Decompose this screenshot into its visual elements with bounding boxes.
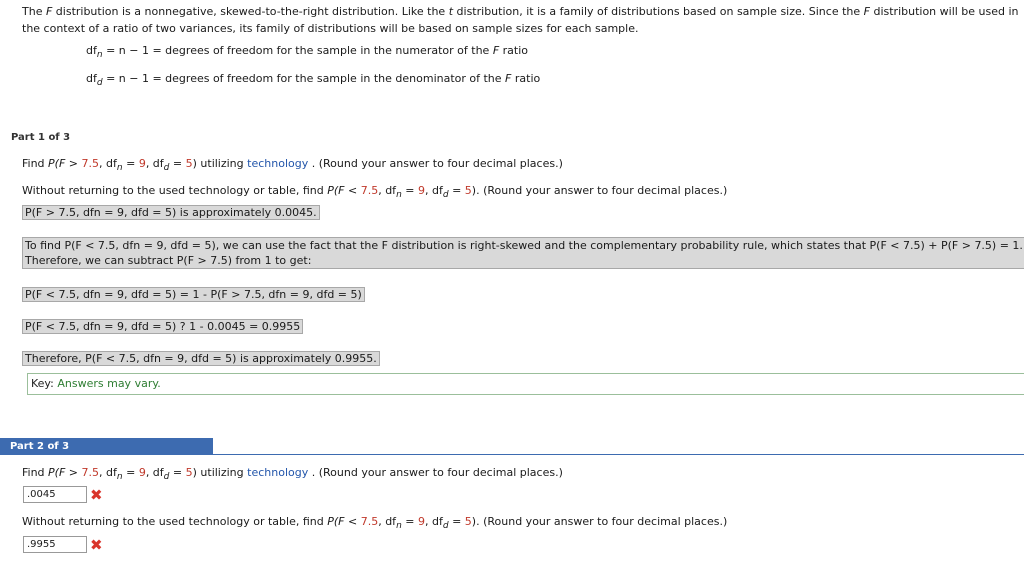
incorrect-icon: ✖ [90, 536, 103, 554]
answer-input-1[interactable]: .0045 [23, 486, 87, 503]
incorrect-icon: ✖ [90, 486, 103, 504]
technology-link-2[interactable]: technology [247, 466, 309, 479]
intro-paragraph: The F distribution is a nonnegative, skewed-to-the-right distribution. Like the t distribution, it is a family of distributions based on sample size. Since the F distribution will be used in the context of a ratio of two variances, its family of distributions will be based on sample sizes for each sample. [22, 5, 1019, 35]
pasted-step-1: P(F < 7.5, dfn = 9, dfd = 5) = 1 - P(F > 7.5, dfn = 9, dfd = 5) [22, 287, 365, 302]
pasted-explanation [22, 237, 1024, 269]
part2-header: Part 2 of 3 [0, 438, 213, 455]
dfn-definition: $df_n = n - 1$ = degrees of freedom for the sample in the numerator of the F ratio [86, 44, 528, 60]
explanation-line-2: Therefore, we can subtract P(F > 7.5) from 1 to get: [25, 254, 312, 267]
dfd-definition: $df_d = n - 1$ = degrees of freedom for the sample in the denominator of the F ratio [86, 72, 541, 88]
part2-question-1: Find P(F > 7.5, $df_n = 9$, $df_d = 5$) utilizing technology . (Round your answer to four decimal places.) [22, 466, 563, 482]
part2-question-2: Without returning to the used technology or table, find P(F < 7.5, $df_n = 9$, $df_d = 5$). (Round your answer to four decimal places.) [22, 515, 728, 531]
answer-key-box [27, 373, 1024, 395]
key-label: Key: [31, 377, 58, 390]
pasted-step-2: P(F < 7.5, dfn = 9, dfd = 5) ? 1 - 0.0045 = 0.9955 [22, 319, 303, 334]
pasted-conclusion: Therefore, P(F < 7.5, dfn = 9, dfd = 5) is approximately 0.9955. [22, 351, 380, 366]
part1-question-1: Find P(F > 7.5, $df_n = 9$, $df_d = 5$) utilizing technology . (Round your answer to four decimal places.) [22, 157, 563, 173]
part1-question-2: Without returning to the used technology or table, find P(F < 7.5, $df_n = 9$, $df_d = 5$). (Round your answer to four decimal places.) [22, 184, 728, 200]
key-text: Answers may vary. [57, 377, 161, 390]
explanation-line-1: To find P(F < 7.5, dfn = 9, dfd = 5), we can use the fact that the F distribution is right-skewed and the complementary probability rule, which states that P(F < 7.5) + P(F > 7.5) = 1. [25, 239, 1023, 252]
part1-label: Part 1 of 3 [11, 132, 71, 143]
technology-link[interactable]: technology [247, 157, 309, 170]
answer-input-2[interactable]: .9955 [23, 536, 87, 553]
part2-divider [213, 454, 1024, 455]
pasted-answer-1: P(F > 7.5, dfn = 9, dfd = 5) is approximately 0.0045. [22, 205, 320, 220]
